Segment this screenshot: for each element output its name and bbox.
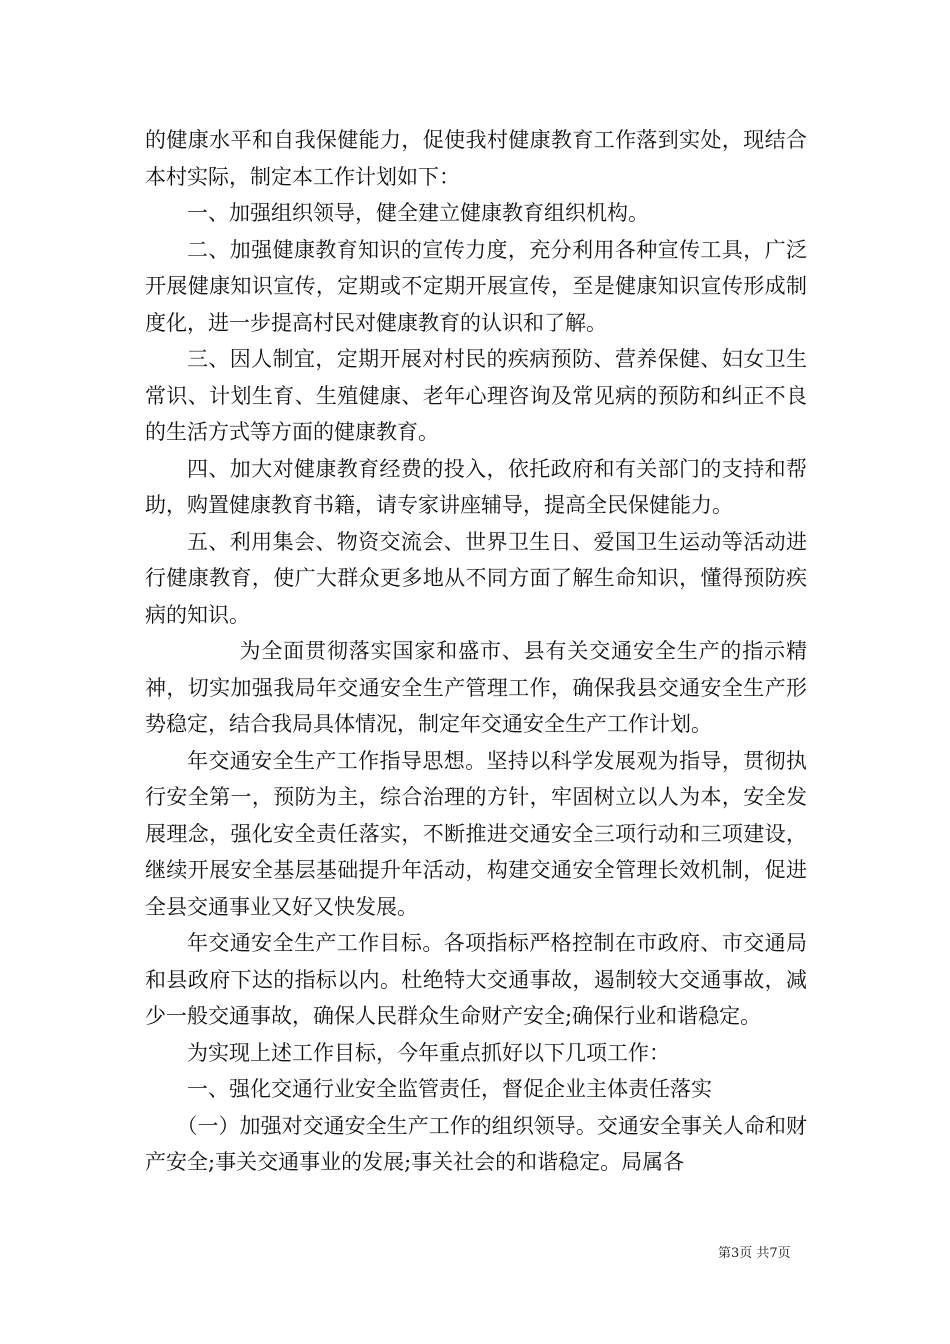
paragraph-7: 为全面贯彻落实国家和盛市、县有关交通安全生产的指示精神，切实加强我局年交通安全生产管理工作，确保我县交通安全生产形势稳定，结合我局具体情况，制定年交通安全生产工作计划。 [145,639,807,736]
paragraph-5: 四、加大对健康教育经费的投入，依托政府和有关部门的支持和帮助，购置健康教育书籍，请专家讲座辅导，提高全民保健能力。 [145,456,807,517]
paragraph-8: 年交通安全生产工作指导思想。坚持以科学发展观为指导，贯彻执行安全第一，预防为主，综合治理的方针，牢固树立以人为本，安全发展理念，强化安全责任落实，不断推进交通安全三项行动和三项建设，继续开展安全基层基础提升年活动，构建交通安全管理长效机制，促进全县交通事业又好又快发展。 [145,748,807,919]
document-body [145,122,807,1181]
paragraph-6: 五、利用集会、物资交流会、世界卫生日、爱国卫生运动等活动进行健康教育，使广大群众更多地从不同方面了解生命知识，懂得预防疾病的知识。 [145,529,807,627]
paragraph-9: 年交通安全生产工作目标。各项指标严格控制在市政府、市交通局和县政府下达的指标以内。杜绝特大交通事故，遏制较大交通事故，减少一般交通事故，确保人民群众生命财产安全;确保行业和谐稳定。 [145,931,807,1028]
paragraph-3: 二、加强健康教育知识的宣传力度，充分利用各种宣传工具，广泛开展健康知识宣传，定期或不定期开展宣传，至是健康知识宣传形成制度化，进一步提高村民对健康教育的认识和了解。 [145,237,807,335]
paragraph-4: 三、因人制宜，定期开展对村民的疾病预防、营养保健、妇女卫生常识、计划生育、生殖健康、老年心理咨询及常见病的预防和纠正不良的生活方式等方面的健康教育。 [145,347,807,444]
paragraph-2: 一、加强组织领导，健全建立健康教育组织机构。 [187,201,649,225]
paragraph-1: 的健康水平和自我保健能力，促使我村健康教育工作落到实处，现结合本村实际，制定本工作计划如下： [145,128,807,189]
paragraph-12: （一）加强对交通安全生产工作的组织领导。交通安全事关人命和财产安全;事关交通事业的发展;事关社会的和谐稳定。局属各 [145,1113,807,1174]
page-indicator: 第3页 共7页 [718,1246,791,1261]
paragraph-10: 为实现上述工作目标，今年重点抓好以下几项工作： [187,1040,670,1065]
paragraph-11: 一、强化交通行业安全监管责任，督促企业主体责任落实 [187,1077,712,1101]
